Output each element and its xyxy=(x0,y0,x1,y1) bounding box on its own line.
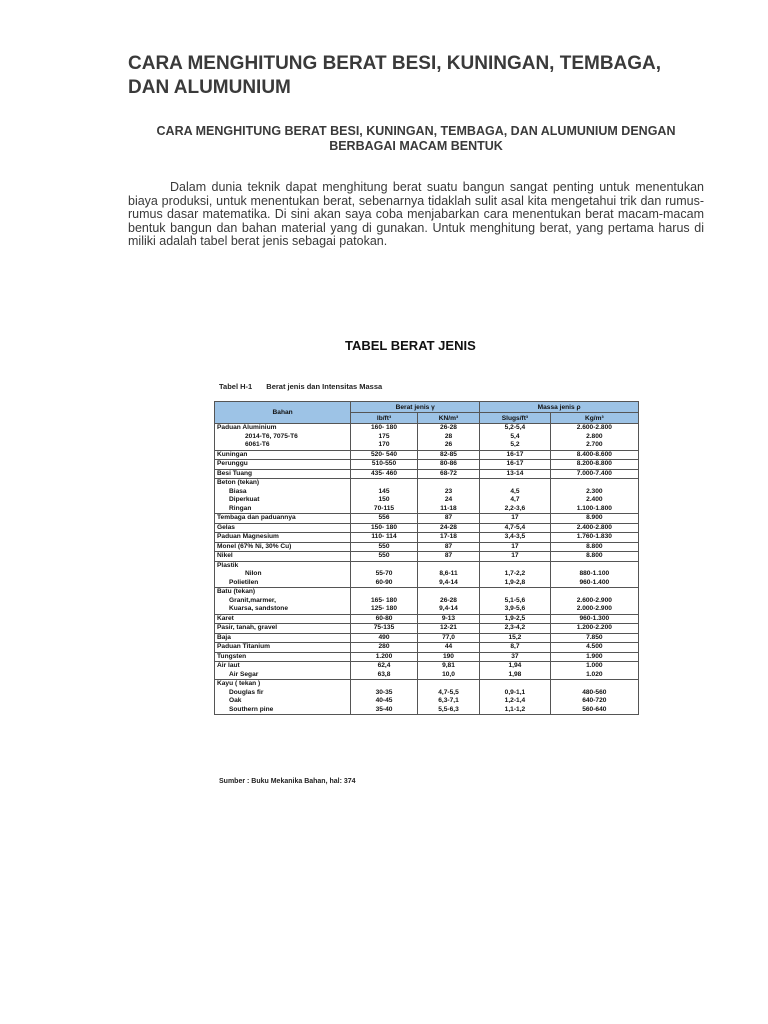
lbft3-cell: 160- 180 xyxy=(351,424,417,433)
slugsft3-cell: 1,7-2,2 xyxy=(480,570,550,579)
name-cell: Paduan Aluminium xyxy=(215,424,351,433)
table-row xyxy=(215,662,639,671)
slugsft3-cell: 1,9-2,8 xyxy=(480,579,550,588)
lbft3-cell: 150- 180 xyxy=(351,523,417,533)
lbft3-cell xyxy=(351,561,417,570)
name-cell: Polietilen xyxy=(215,579,351,588)
header-bahan: Bahan xyxy=(215,402,351,424)
header-unit-slugsft3: Slugs/ft³ xyxy=(480,413,550,424)
knm3-cell: 9,81 xyxy=(417,662,479,671)
table-row xyxy=(215,561,639,570)
name-cell: Gelas xyxy=(215,523,351,533)
name-cell: Nikel xyxy=(215,552,351,562)
table-row xyxy=(215,542,639,552)
table-row xyxy=(215,552,639,562)
lbft3-cell xyxy=(351,479,417,488)
slugsft3-cell: 37 xyxy=(480,652,550,662)
lbft3-cell: 550 xyxy=(351,552,417,562)
kgm3-cell: 960-1.400 xyxy=(550,579,638,588)
knm3-cell: 26 xyxy=(417,441,479,450)
table-row xyxy=(215,488,639,497)
knm3-cell: 11-18 xyxy=(417,505,479,514)
kgm3-cell: 1.020 xyxy=(550,671,638,680)
kgm3-cell: 7.000-7.400 xyxy=(550,469,638,479)
lbft3-cell: 125- 180 xyxy=(351,605,417,614)
name-cell: Beton (tekan) xyxy=(215,479,351,488)
lbft3-cell: 55-70 xyxy=(351,570,417,579)
lbft3-cell: 70-115 xyxy=(351,505,417,514)
name-cell: Perunggu xyxy=(215,460,351,470)
kgm3-cell: 8.400-8.600 xyxy=(550,450,638,460)
table-row xyxy=(215,671,639,680)
knm3-cell: 26-28 xyxy=(417,597,479,606)
table-row xyxy=(215,514,639,524)
table-row xyxy=(215,460,639,470)
kgm3-cell: 2.400-2.800 xyxy=(550,523,638,533)
table-row xyxy=(215,680,639,689)
slugsft3-cell: 1,1-1,2 xyxy=(480,706,550,715)
name-cell: Nilon xyxy=(215,570,351,579)
lbft3-cell: 520- 540 xyxy=(351,450,417,460)
kgm3-cell: 2.700 xyxy=(550,441,638,450)
kgm3-cell: 2.600-2.800 xyxy=(550,424,638,433)
table-row xyxy=(215,505,639,514)
table-row xyxy=(215,652,639,662)
kgm3-cell: 1.760-1.830 xyxy=(550,533,638,543)
name-cell: Monel (67% Ni, 30% Cu) xyxy=(215,542,351,552)
header-unit-knm3: KN/m³ xyxy=(417,413,479,424)
knm3-cell: 82-85 xyxy=(417,450,479,460)
knm3-cell: 23 xyxy=(417,488,479,497)
slugsft3-cell: 5,4 xyxy=(480,433,550,442)
name-cell: Douglas fir xyxy=(215,689,351,698)
slugsft3-cell: 1,2-1,4 xyxy=(480,697,550,706)
knm3-cell: 87 xyxy=(417,514,479,524)
kgm3-cell: 640-720 xyxy=(550,697,638,706)
kgm3-cell: 880-1.100 xyxy=(550,570,638,579)
lbft3-cell: 170 xyxy=(351,441,417,450)
slugsft3-cell: 4,5 xyxy=(480,488,550,497)
knm3-cell: 9-13 xyxy=(417,614,479,624)
kgm3-cell: 1.100-1.800 xyxy=(550,505,638,514)
slugsft3-cell: 0,9-1,1 xyxy=(480,689,550,698)
lbft3-cell: 175 xyxy=(351,433,417,442)
kgm3-cell xyxy=(550,561,638,570)
lbft3-cell xyxy=(351,588,417,597)
name-cell: 2014-T6, 7075-T6 xyxy=(215,433,351,442)
knm3-cell: 9,4-14 xyxy=(417,579,479,588)
table-row xyxy=(215,424,639,433)
table-row xyxy=(215,706,639,715)
lbft3-cell: 110- 114 xyxy=(351,533,417,543)
name-cell: Besi Tuang xyxy=(215,469,351,479)
kgm3-cell: 8.900 xyxy=(550,514,638,524)
kgm3-cell: 2.600-2.900 xyxy=(550,597,638,606)
kgm3-cell: 560-640 xyxy=(550,706,638,715)
kgm3-cell: 1.000 xyxy=(550,662,638,671)
slugsft3-cell: 2,2-3,6 xyxy=(480,505,550,514)
knm3-cell: 5,5-6,3 xyxy=(417,706,479,715)
kgm3-cell: 4.500 xyxy=(550,643,638,653)
table-row xyxy=(215,614,639,624)
knm3-cell: 6,3-7,1 xyxy=(417,697,479,706)
slugsft3-cell xyxy=(480,561,550,570)
kgm3-cell: 8.800 xyxy=(550,542,638,552)
slugsft3-cell: 17 xyxy=(480,552,550,562)
kgm3-cell: 2.400 xyxy=(550,496,638,505)
knm3-cell: 77,0 xyxy=(417,633,479,643)
kgm3-cell: 7.850 xyxy=(550,633,638,643)
slugsft3-cell xyxy=(480,479,550,488)
knm3-cell: 17-18 xyxy=(417,533,479,543)
lbft3-cell: 63,8 xyxy=(351,671,417,680)
table-row xyxy=(215,689,639,698)
lbft3-cell xyxy=(351,680,417,689)
lbft3-cell: 435- 460 xyxy=(351,469,417,479)
knm3-cell: 28 xyxy=(417,433,479,442)
name-cell: Ringan xyxy=(215,505,351,514)
knm3-cell: 68-72 xyxy=(417,469,479,479)
table-row xyxy=(215,441,639,450)
knm3-cell: 24-28 xyxy=(417,523,479,533)
table-source: Sumber : Buku Mekanika Bahan, hal: 374 xyxy=(219,778,356,785)
table-heading: TABEL BERAT JENIS xyxy=(345,338,476,353)
table-row xyxy=(215,533,639,543)
knm3-cell: 8,6-11 xyxy=(417,570,479,579)
table-caption-text: Berat jenis dan Intensitas Massa xyxy=(266,382,383,391)
table-row xyxy=(215,643,639,653)
slugsft3-cell: 16-17 xyxy=(480,450,550,460)
name-cell: Tungsten xyxy=(215,652,351,662)
kgm3-cell: 2.300 xyxy=(550,488,638,497)
name-cell: Diperkuat xyxy=(215,496,351,505)
name-cell: Southern pine xyxy=(215,706,351,715)
knm3-cell: 9,4-14 xyxy=(417,605,479,614)
table-row xyxy=(215,450,639,460)
lbft3-cell: 35-40 xyxy=(351,706,417,715)
kgm3-cell: 480-560 xyxy=(550,689,638,698)
name-cell: Batu (tekan) xyxy=(215,588,351,597)
table-row xyxy=(215,579,639,588)
table-caption xyxy=(219,382,394,391)
knm3-cell: 12-21 xyxy=(417,624,479,634)
lbft3-cell: 550 xyxy=(351,542,417,552)
slugsft3-cell xyxy=(480,588,550,597)
name-cell: Kuningan xyxy=(215,450,351,460)
lbft3-cell: 510-550 xyxy=(351,460,417,470)
subtitle: CARA MENGHITUNG BERAT BESI, KUNINGAN, TEMBAGA, DAN ALUMUNIUM DENGAN BERBAGAI MACAM BENTUK xyxy=(156,124,676,153)
lbft3-cell: 1.200 xyxy=(351,652,417,662)
kgm3-cell xyxy=(550,680,638,689)
intro-paragraph: Dalam dunia teknik dapat menghitung berat suatu bangun sangat penting untuk menentukan biaya produksi, untuk menentukan berat, sebenarnya tidaklah sulit asal kita mengetahui trik dan rumus-rumus dasar matematika. Di sini akan saya coba menjabarkan cara menentukan berat macam-macam bentuk bangun dan bahan material yang di gunakan. Untuk menghitung berat, yang pertama harus di miliki adalah tabel berat jenis sebagai patokan. xyxy=(128,180,704,249)
name-cell: Kuarsa, sandstone xyxy=(215,605,351,614)
slugsft3-cell: 13-14 xyxy=(480,469,550,479)
kgm3-cell xyxy=(550,479,638,488)
header-unit-kgm3: Kg/m³ xyxy=(550,413,638,424)
knm3-cell: 24 xyxy=(417,496,479,505)
slugsft3-cell xyxy=(480,680,550,689)
page-title: CARA MENGHITUNG BERAT BESI, KUNINGAN, TEMBAGA, DAN ALUMUNIUM xyxy=(128,53,662,98)
knm3-cell: 190 xyxy=(417,652,479,662)
header-berat-jenis: Berat jenis γ xyxy=(351,402,480,413)
lbft3-cell: 490 xyxy=(351,633,417,643)
knm3-cell xyxy=(417,561,479,570)
name-cell: Tembaga dan paduannya xyxy=(215,514,351,524)
lbft3-cell: 280 xyxy=(351,643,417,653)
table-row xyxy=(215,605,639,614)
slugsft3-cell: 3,9-5,6 xyxy=(480,605,550,614)
name-cell: Air laut xyxy=(215,662,351,671)
lbft3-cell: 145 xyxy=(351,488,417,497)
slugsft3-cell: 3,4-3,5 xyxy=(480,533,550,543)
slugsft3-cell: 5,2 xyxy=(480,441,550,450)
knm3-cell xyxy=(417,479,479,488)
knm3-cell: 87 xyxy=(417,552,479,562)
knm3-cell: 80-86 xyxy=(417,460,479,470)
table-row xyxy=(215,469,639,479)
name-cell: Biasa xyxy=(215,488,351,497)
lbft3-cell: 60-90 xyxy=(351,579,417,588)
lbft3-cell: 150 xyxy=(351,496,417,505)
kgm3-cell: 1.200-2.200 xyxy=(550,624,638,634)
table-row xyxy=(215,633,639,643)
table-row xyxy=(215,624,639,634)
name-cell: Paduan Titanium xyxy=(215,643,351,653)
kgm3-cell: 8.200-8.800 xyxy=(550,460,638,470)
table-row xyxy=(215,433,639,442)
table-row xyxy=(215,479,639,488)
lbft3-cell: 60-80 xyxy=(351,614,417,624)
density-table xyxy=(214,401,639,715)
table-row xyxy=(215,523,639,533)
name-cell: Baja xyxy=(215,633,351,643)
kgm3-cell: 2.000-2.900 xyxy=(550,605,638,614)
slugsft3-cell: 5,1-5,6 xyxy=(480,597,550,606)
name-cell: Plastik xyxy=(215,561,351,570)
slugsft3-cell: 5,2-5,4 xyxy=(480,424,550,433)
table-caption-id: Tabel H-1 xyxy=(219,382,253,391)
header-unit-lbft3: lb/ft³ xyxy=(351,413,417,424)
name-cell: Oak xyxy=(215,697,351,706)
slugsft3-cell: 4,7 xyxy=(480,496,550,505)
lbft3-cell: 30-35 xyxy=(351,689,417,698)
name-cell: Air Segar xyxy=(215,671,351,680)
knm3-cell: 4,7-5,5 xyxy=(417,689,479,698)
kgm3-cell: 8.800 xyxy=(550,552,638,562)
lbft3-cell: 75-135 xyxy=(351,624,417,634)
knm3-cell xyxy=(417,680,479,689)
name-cell: Karet xyxy=(215,614,351,624)
lbft3-cell: 40-45 xyxy=(351,697,417,706)
knm3-cell xyxy=(417,588,479,597)
name-cell: Paduan Magnesium xyxy=(215,533,351,543)
name-cell: Pasir, tanah, gravel xyxy=(215,624,351,634)
slugsft3-cell: 2,3-4,2 xyxy=(480,624,550,634)
slugsft3-cell: 16-17 xyxy=(480,460,550,470)
knm3-cell: 10,0 xyxy=(417,671,479,680)
name-cell: 6061-T6 xyxy=(215,441,351,450)
table-row xyxy=(215,597,639,606)
knm3-cell: 44 xyxy=(417,643,479,653)
table-row xyxy=(215,588,639,597)
slugsft3-cell: 1,94 xyxy=(480,662,550,671)
lbft3-cell: 165- 180 xyxy=(351,597,417,606)
lbft3-cell: 556 xyxy=(351,514,417,524)
name-cell: Granit,marmer, xyxy=(215,597,351,606)
knm3-cell: 26-28 xyxy=(417,424,479,433)
slugsft3-cell: 1,98 xyxy=(480,671,550,680)
table-row xyxy=(215,496,639,505)
table-row xyxy=(215,697,639,706)
header-massa-jenis: Massa jenis ρ xyxy=(480,402,639,413)
lbft3-cell: 62,4 xyxy=(351,662,417,671)
table-row xyxy=(215,570,639,579)
slugsft3-cell: 17 xyxy=(480,542,550,552)
name-cell: Kayu ( tekan ) xyxy=(215,680,351,689)
slugsft3-cell: 17 xyxy=(480,514,550,524)
knm3-cell: 87 xyxy=(417,542,479,552)
kgm3-cell: 960-1.300 xyxy=(550,614,638,624)
slugsft3-cell: 4,7-5,4 xyxy=(480,523,550,533)
slugsft3-cell: 1,9-2,5 xyxy=(480,614,550,624)
table-body xyxy=(215,424,639,715)
slugsft3-cell: 15,2 xyxy=(480,633,550,643)
slugsft3-cell: 8,7 xyxy=(480,643,550,653)
kgm3-cell xyxy=(550,588,638,597)
kgm3-cell: 1.900 xyxy=(550,652,638,662)
kgm3-cell: 2.800 xyxy=(550,433,638,442)
